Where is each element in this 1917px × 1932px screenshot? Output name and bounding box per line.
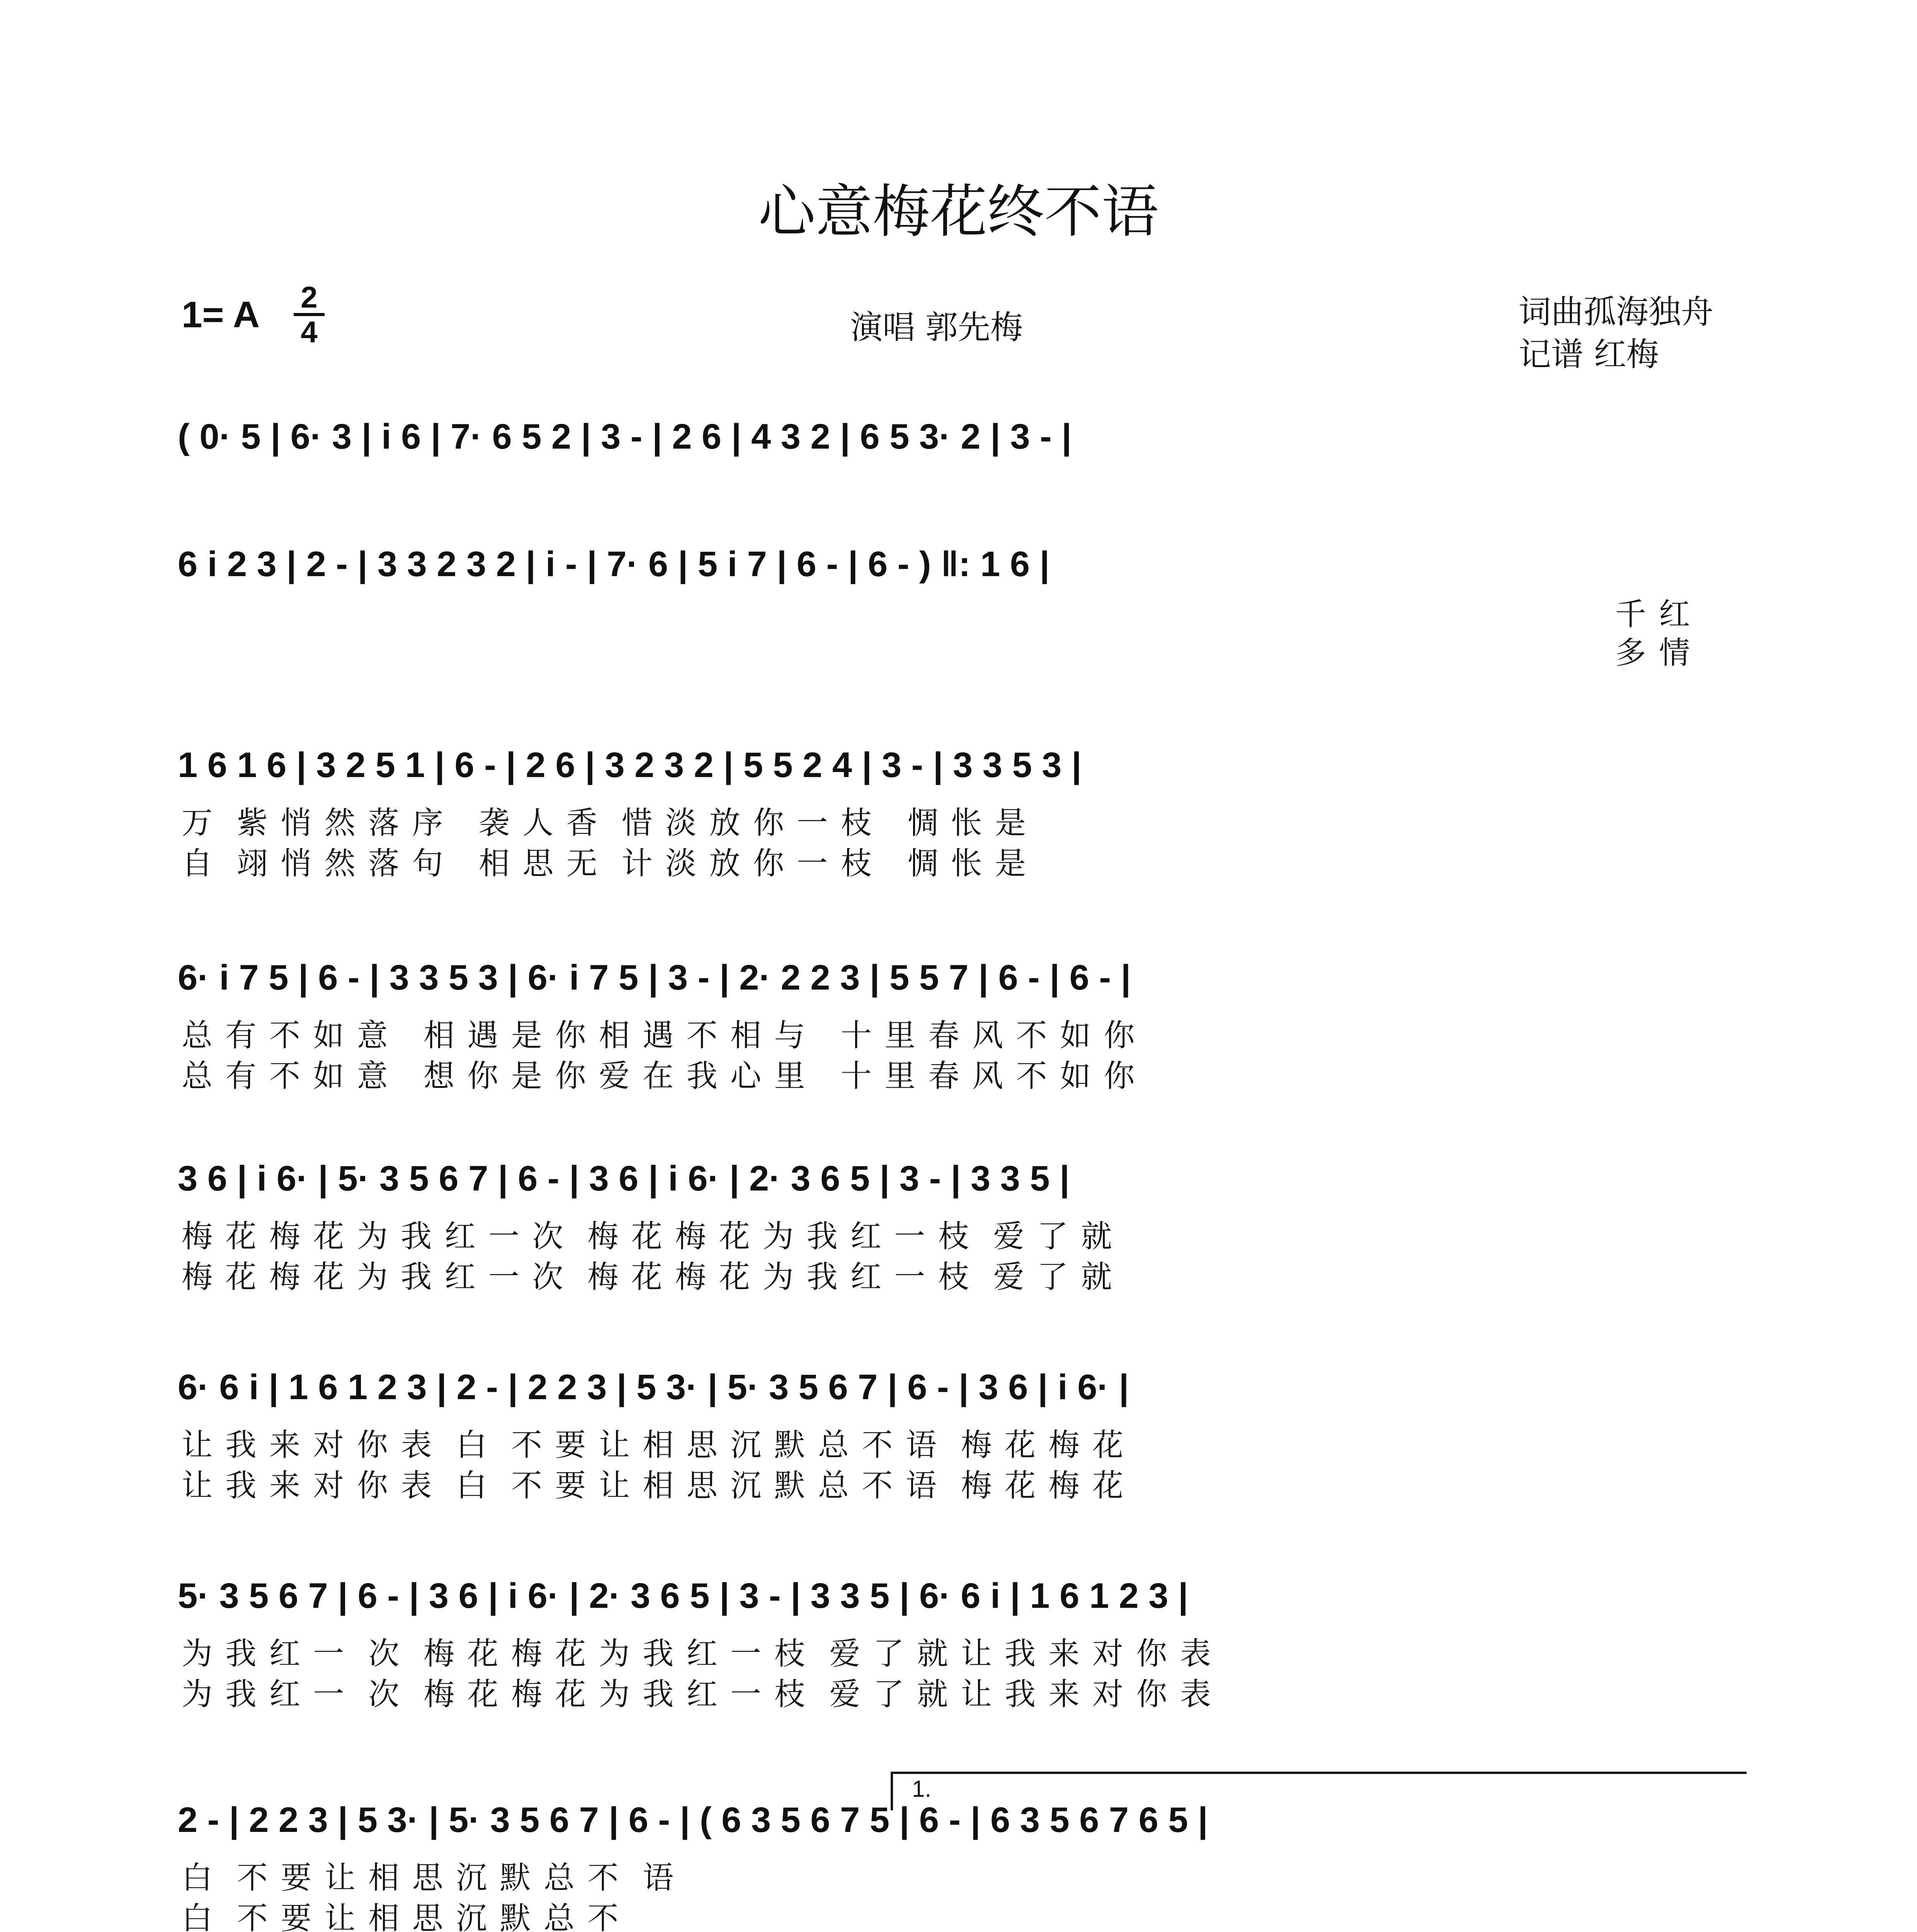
lyric-row-6-verse-1: 让 我 来 对 你 表 白 不 要 让 相 思 沉 默 总 不 语 梅 花 梅 花 [182,1427,1125,1463]
volta-1-label: 1. [912,1776,932,1802]
time-signature-bottom: 4 [301,315,318,349]
lyric-row-8-verse-1: 白 不 要 让 相 思 沉 默 总 不 语 [182,1860,675,1896]
lyric-row-2-verse-1: 千 红 [1615,596,1692,632]
lyric-row-4-verse-2: 总 有 不 如 意 想 你 是 你 爱 在 我 心 里 十 里 春 风 不 如 你 [182,1058,1136,1094]
transcriber-credit: 记谱 红梅 [1519,335,1659,373]
lyric-row-6-verse-2: 让 我 来 对 你 表 白 不 要 让 相 思 沉 默 总 不 语 梅 花 梅 花 [182,1468,1125,1503]
page-title: 心意梅花终不语 [758,179,1159,245]
score-row-6: 6· 6 i | 1 6 1 2 3 | 2 - | 2 2 3 | 5 3· | 5· 3 5 6 7 | 6 - | 3 6 | i 6· | [178,1367,1129,1407]
lyric-row-5-verse-2: 梅 花 梅 花 为 我 红 一 次 梅 花 梅 花 为 我 红 一 枝 爱 了 就 [182,1259,1114,1295]
time-signature [294,282,325,347]
score-row-2: 6 i 2 3 | 2 - | 3 3 2 3 2 | i - | 7· 6 | 5 i 7 | 6 - | 6 - ) ‖: 1 6 | [178,544,1050,584]
lyric-row-2-verse-2: 多 情 [1615,635,1692,671]
time-signature-top: 2 [301,280,318,314]
lyric-row-3-verse-2: 自 翊 悄 然 落 句 相 思 无 计 淡 放 你 一 枝 惆 怅 是 [182,845,1027,881]
volta-1-bracket [891,1772,1747,1774]
score-row-1: ( 0· 5 | 6· 3 | i 6 | 7· 6 5 2 | 3 - | 2 6 | 4 3 2 | 6 5 3· 2 | 3 - | [178,417,1072,456]
lyric-row-7-verse-2: 为 我 红 一 次 梅 花 梅 花 为 我 红 一 枝 爱 了 就 让 我 来 对 你 表 [182,1676,1213,1712]
composer-credit: 词曲孤海独舟 [1519,293,1714,331]
score-row-5: 3 6 | i 6· | 5· 3 5 6 7 | 6 - | 3 6 | i 6· | 2· 3 6 5 | 3 - | 3 3 5 | [178,1159,1070,1198]
lyric-row-5-verse-1: 梅 花 梅 花 为 我 红 一 次 梅 花 梅 花 为 我 红 一 枝 爱 了 就 [182,1218,1114,1254]
lyric-row-7-verse-1: 为 我 红 一 次 梅 花 梅 花 为 我 红 一 枝 爱 了 就 让 我 来 对 你 表 [182,1636,1213,1672]
score-row-7: 5· 3 5 6 7 | 6 - | 3 6 | i 6· | 2· 3 6 5 | 3 - | 3 3 5 | 6· 6 i | 1 6 1 2 3 | [178,1576,1188,1616]
score-row-3: 1 6 1 6 | 3 2 5 1 | 6 - | 2 6 | 3 2 3 2 | 5 5 2 4 | 3 - | 3 3 5 3 | [178,745,1082,785]
lyric-row-4-verse-1: 总 有 不 如 意 相 遇 是 你 相 遇 不 相 与 十 里 春 风 不 如 你 [182,1017,1136,1053]
score-row-4: 6· i 7 5 | 6 - | 3 3 5 3 | 6· i 7 5 | 3 - | 2· 2 2 3 | 5 5 7 | 6 - | 6 - | [178,958,1131,997]
lyric-row-8-verse-2: 白 不 要 让 相 思 沉 默 总 不 [182,1900,620,1932]
key-signature: 1= A [182,294,260,335]
score-row-8: 2 - | 2 2 3 | 5 3· | 5· 3 5 6 7 | 6 - | ( 6 3 5 6 7 5 | 6 - | 6 3 5 6 7 6 5 | [178,1800,1208,1840]
lyric-row-3-verse-1: 万 紫 悄 然 落 序 袭 人 香 惜 淡 放 你 一 枝 惆 怅 是 [182,805,1027,841]
singer-credit: 演唱 郭先梅 [850,308,1023,346]
